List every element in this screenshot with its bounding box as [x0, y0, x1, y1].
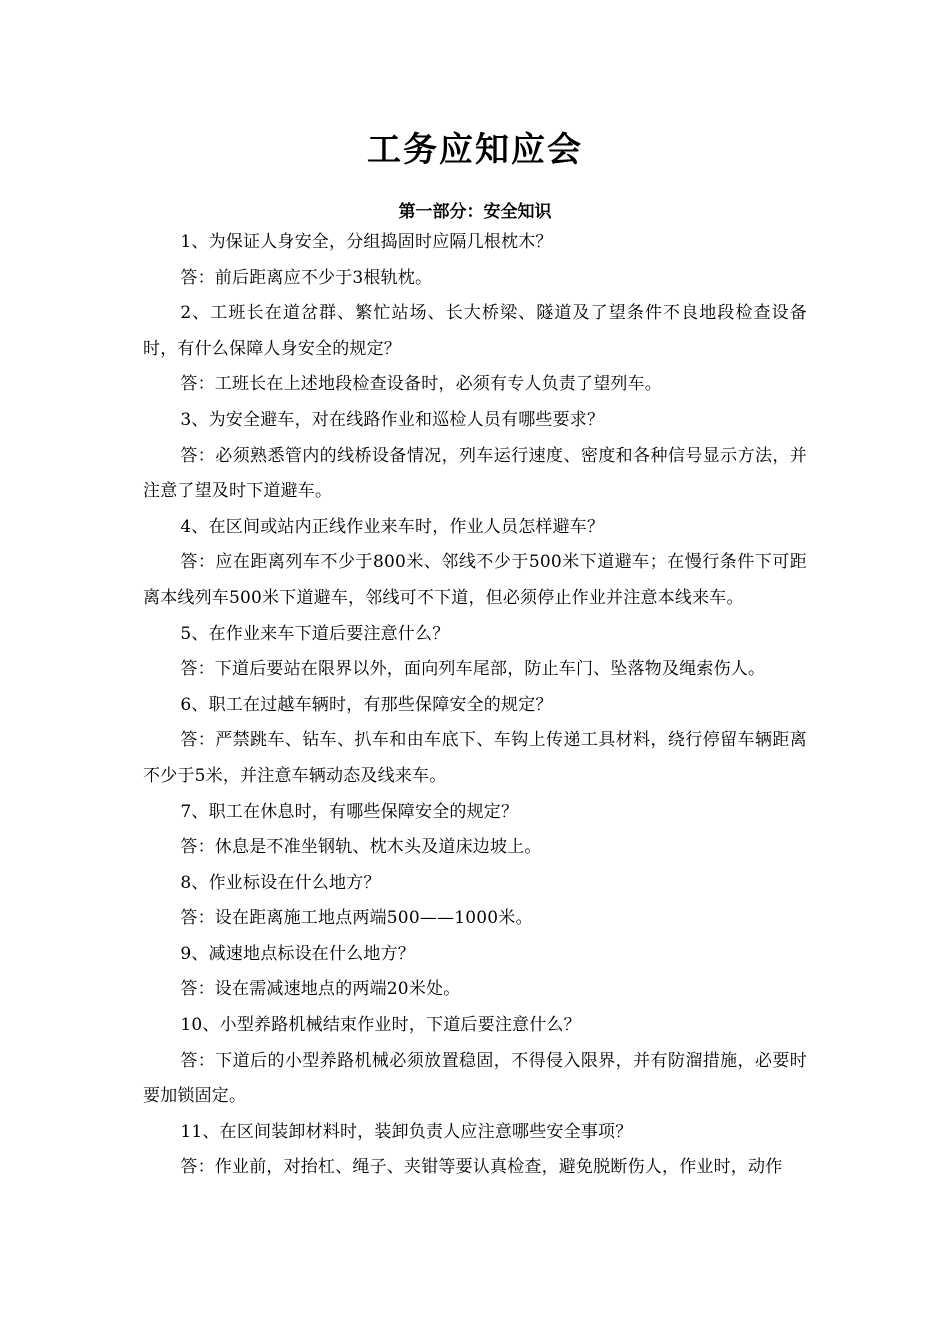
question-paragraph: 9、减速地点标设在什么地方？: [180, 943, 416, 964]
question-paragraph: 8、作业标设在什么地方？: [180, 872, 381, 893]
answer-paragraph: 答：前后距离应不少于3根轨枕。: [180, 267, 433, 288]
answer-paragraph: 答：作业前，对抬杠、绳子、夹钳等要认真检查，避免脱断伤人，作业时，动作: [180, 1157, 783, 1178]
answer-paragraph: 答：下道后要站在限界以外，面向列车尾部，防止车门、坠落物及绳索伤人。: [180, 659, 766, 680]
answer-paragraph: 答：应在距离列车不少于800米、邻线不少于500米下道避车；在慢行条件下可距离本线列车500米下道避车，邻线可不下道，但必须停止作业并注意本线来车。: [143, 552, 807, 608]
question-paragraph: 10、小型养路机械结束作业时，下道后要注意什么？: [180, 1015, 581, 1036]
question-paragraph: 2、工班长在道岔群、繁忙站场、长大桥梁、隧道及了望条件不良地段检查设备时，有什么保障人身安全的规定？: [143, 303, 807, 359]
document-title: 工务应知应会: [367, 130, 583, 170]
answer-paragraph: 答：设在需减速地点的两端20米处。: [180, 979, 461, 1000]
answer-paragraph: 答：严禁跳车、钻车、扒车和由车底下、车钩上传递工具材料，绕行停留车辆距离不少于5米，并注意车辆动态及线来车。: [143, 730, 807, 786]
document-body: [143, 225, 807, 1186]
answer-paragraph: 答：必须熟悉管内的线桥设备情况，列车运行速度、密度和各种信号显示方法，并注意了望及时下道避车。: [143, 445, 807, 502]
question-paragraph: 11、在区间装卸材料时，装卸负责人应注意哪些安全事项？: [180, 1121, 633, 1142]
question-paragraph: 7、职工在休息时，有哪些保障安全的规定？: [180, 801, 519, 822]
section-heading: 第一部分：安全知识: [398, 202, 552, 222]
answer-paragraph: 答：下道后的小型养路机械必须放置稳固，不得侵入限界，并有防溜措施，必要时要加锁固定。: [143, 1050, 807, 1107]
question-paragraph: 5、在作业来车下道后要注意什么？: [180, 623, 450, 644]
question-paragraph: 1、为保证人身安全，分组捣固时应隔几根枕木？: [180, 232, 553, 252]
question-paragraph: 4、在区间或站内正线作业来车时，作业人员怎样避车？: [180, 516, 605, 537]
question-paragraph: 6、职工在过越车辆时，有那些保障安全的规定？: [180, 694, 553, 715]
answer-paragraph: 答：休息是不准坐钢轨、枕木头及道床边坡上。: [180, 837, 542, 858]
answer-paragraph: 答：设在距离施工地点两端500——1000米。: [180, 908, 533, 929]
answer-paragraph: 答：工班长在上述地段检查设备时，必须有专人负责了望列车。: [180, 374, 662, 395]
question-paragraph: 3、为安全避车，对在线路作业和巡检人员有哪些要求？: [180, 409, 605, 430]
